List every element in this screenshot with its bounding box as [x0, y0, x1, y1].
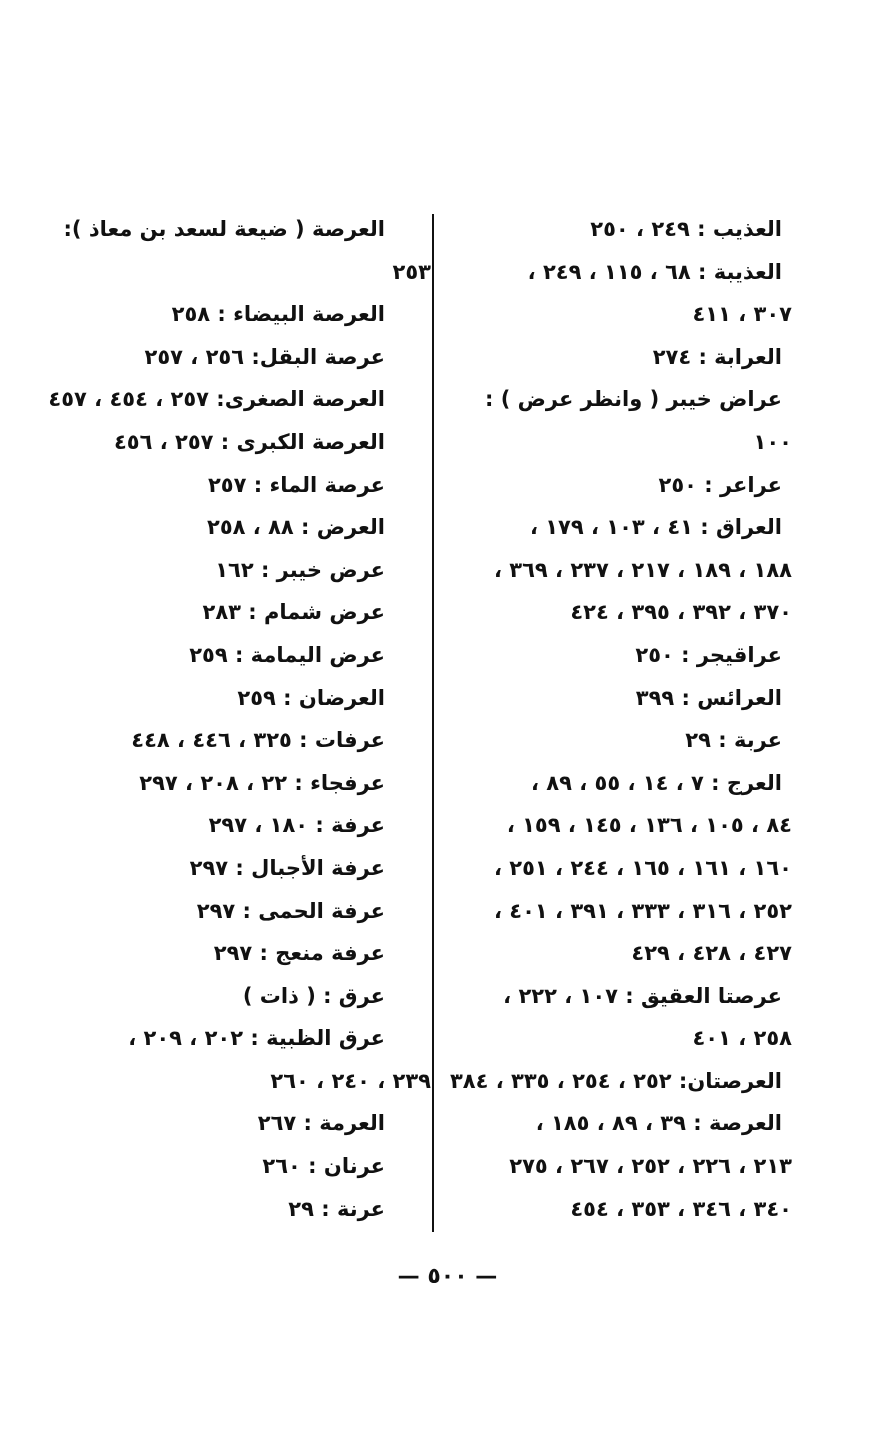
index-entry-continuation: ٢١٣ ، ٢٢٦ ، ٢٥٢ ، ٢٦٧ ، ٢٧٥: [509, 1154, 792, 1179]
index-entry-continuation: ٢٥٢ ، ٣١٦ ، ٣٣٣ ، ٣٩١ ، ٤٠١ ،: [494, 898, 792, 923]
index-entry: العرصة الصغرى: ٢٥٧ ، ٤٥٤ ، ٤٥٧: [48, 387, 385, 412]
index-entry: العرصة الكبرى : ٢٥٧ ، ٤٥٦: [113, 429, 385, 454]
index-entry: عرض اليمامة : ٢٥٩: [189, 642, 385, 667]
index-entry: عرض شمام : ٢٨٣: [202, 600, 385, 625]
index-entry: عرنة : ٢٩: [288, 1196, 385, 1221]
index-entry-continuation: ١٠٠: [753, 429, 792, 454]
index-entry: عرصة البقل: ٢٥٦ ، ٢٥٧: [144, 344, 385, 369]
index-entry-continuation: ٣٠٧ ، ٤١١: [692, 302, 792, 327]
index-entry: العرصة : ٣٩ ، ٨٩ ، ١٨٥ ،: [535, 1111, 782, 1136]
index-entry-continuation: ١٨٨ ، ١٨٩ ، ٢١٧ ، ٢٣٧ ، ٣٦٩ ،: [494, 557, 792, 582]
index-entry: عرفة الأجبال : ٢٩٧: [189, 855, 385, 880]
index-entry: العرض : ٨٨ ، ٢٥٨: [207, 515, 385, 540]
index-entry: العذيب : ٢٤٩ ، ٢٥٠: [590, 217, 782, 241]
index-entry: عرفة الحمى : ٢٩٧: [196, 898, 385, 923]
index-entry: العرصة البيضاء : ٢٥٨: [171, 302, 385, 327]
index-entry: عراعر : ٢٥٠: [658, 472, 782, 497]
index-entry: عرق الظبية : ٢٠٢ ، ٢٠٩ ،: [128, 1026, 385, 1051]
index-entry: عراض خيبر ( وانظر عرض ) :: [485, 387, 782, 412]
index-column-left: [48, 208, 431, 1230]
index-entry: عرصة الماء : ٢٥٧: [207, 472, 385, 497]
index-entry: العراق : ٤١ ، ١٠٣ ، ١٧٩ ،: [529, 515, 782, 540]
index-entry-continuation: ٢٥٨ ، ٤٠١: [692, 1026, 792, 1051]
index-entry-continuation: ٢٣٩ ، ٢٤٠ ، ٢٦٠: [270, 1068, 431, 1093]
index-entry: عرفة منعج : ٢٩٧: [213, 941, 385, 966]
index-entry: العرج : ٧ ، ١٤ ، ٥٥ ، ٨٩ ،: [530, 770, 782, 795]
index-entry-continuation: ٤٢٧ ، ٤٢٨ ، ٤٢٩: [631, 941, 792, 966]
page-number: — ٥٠٠ —: [397, 1264, 498, 1289]
index-entry: عرفجاء : ٢٢ ، ٢٠٨ ، ٢٩٧: [139, 770, 385, 795]
index-entry: العرائس : ٣٩٩: [635, 685, 782, 710]
index-entry: العذيبة : ٦٨ ، ١١٥ ، ٢٤٩ ،: [527, 259, 782, 284]
index-entry-continuation: ١٦٠ ، ١٦١ ، ١٦٥ ، ٢٤٤ ، ٢٥١ ،: [494, 855, 792, 880]
index-entry: عرق : ( ذات ): [242, 983, 385, 1008]
index-entry-continuation: ٨٤ ، ١٠٥ ، ١٣٦ ، ١٤٥ ، ١٥٩ ،: [506, 813, 792, 838]
index-entry: العرمة : ٢٦٧: [257, 1111, 385, 1136]
index-entry: العرصة ( ضيعة لسعد بن معاذ ):: [63, 217, 385, 241]
index-entry: عرفة : ١٨٠ ، ٢٩٧: [208, 813, 385, 838]
index-entry: عرصتا العقيق : ١٠٧ ، ٢٢٢ ،: [503, 983, 782, 1008]
index-entry: العرضان : ٢٥٩: [237, 685, 385, 710]
index-column-right: [446, 208, 792, 1230]
index-entry: العرصتان: ٢٥٢ ، ٢٥٤ ، ٣٣٥ ، ٣٨٤: [449, 1068, 782, 1093]
index-entry: العرابة : ٢٧٤: [652, 344, 782, 369]
index-entry: عرض خيبر : ١٦٢: [215, 557, 385, 582]
index-entry: عربة : ٢٩: [685, 728, 782, 753]
index-entry: عراقيجر : ٢٥٠: [635, 642, 782, 667]
index-entry-continuation: ٢٥٣: [392, 259, 431, 284]
index-entry-continuation: ٣٤٠ ، ٣٤٦ ، ٣٥٣ ، ٤٥٤: [570, 1196, 792, 1221]
index-entry-continuation: ٣٧٠ ، ٣٩٢ ، ٣٩٥ ، ٤٢٤: [570, 600, 792, 625]
column-divider: [432, 214, 434, 1232]
index-entry: عرفات : ٣٢٥ ، ٤٤٦ ، ٤٤٨: [131, 728, 385, 753]
index-entry: عرنان : ٢٦٠: [262, 1154, 385, 1179]
